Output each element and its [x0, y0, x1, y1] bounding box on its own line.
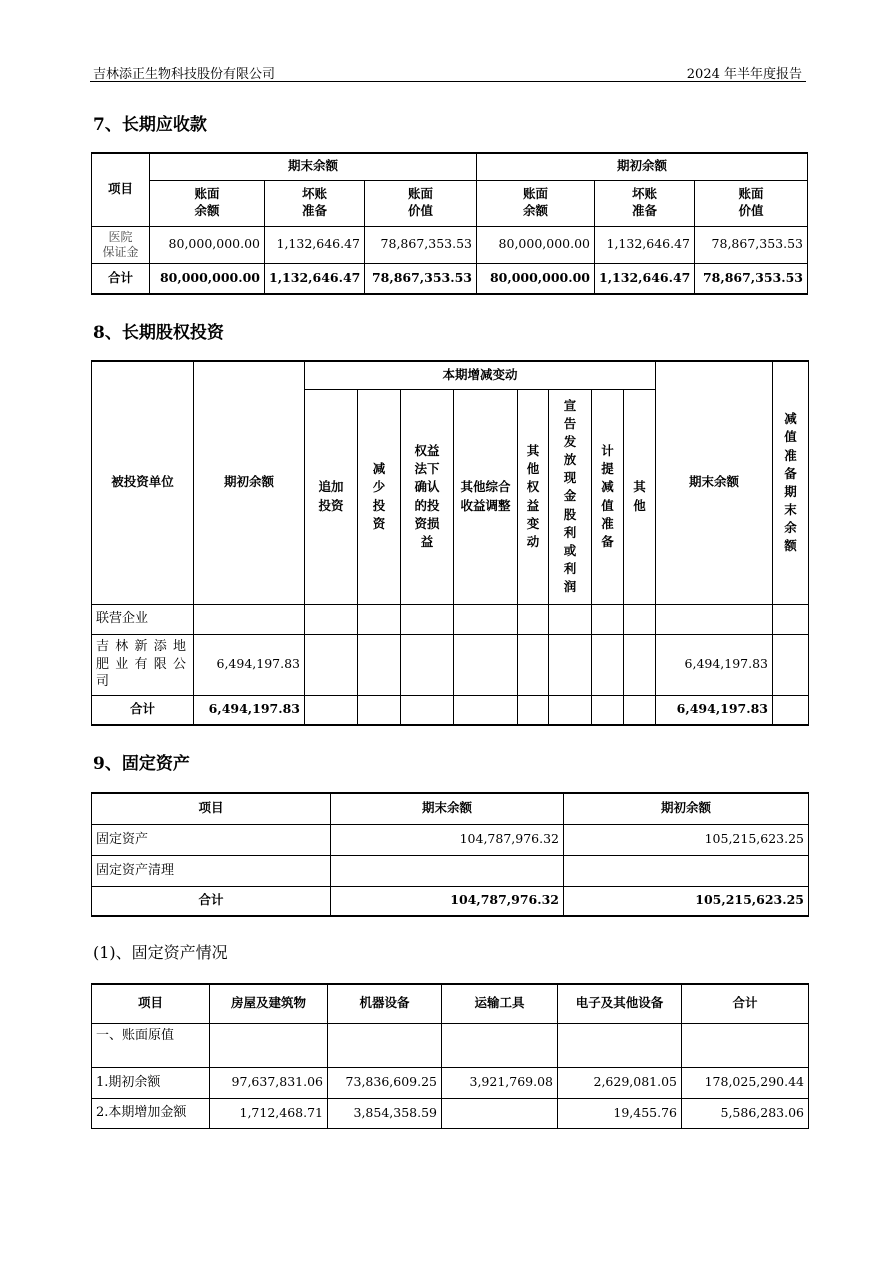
cell-value: 3,854,358.59 — [328, 1098, 442, 1128]
col-header-vehicles: 运输工具 — [442, 984, 558, 1023]
col-header-oci-adjustment: 其他综合收益调整 — [454, 389, 518, 604]
row-label: 保证金 — [102, 244, 139, 259]
col-header-end-balance: 期末余额 — [150, 153, 477, 180]
sub-header: 准备 — [301, 203, 327, 218]
table-row — [92, 634, 809, 695]
cell-value: 73,836,609.25 — [328, 1067, 442, 1098]
col-header-item: 项目 — [92, 984, 210, 1023]
col-header-reduce-investment: 减少投资 — [358, 389, 401, 604]
col-header-additional-investment: 追加投资 — [305, 389, 358, 604]
cell-value: 2,629,081.05 — [558, 1067, 682, 1098]
fixed-assets-detail-table — [91, 983, 809, 1129]
section-8-title: 8、长期股权投资 — [93, 323, 224, 343]
row-label: 吉林新添地肥业有限公司 — [92, 634, 194, 695]
total-value: 105,215,623.25 — [564, 886, 809, 916]
cell-value: 6,494,197.83 — [656, 634, 773, 695]
header-company: 吉林添正生物科技股份有限公司 — [93, 67, 276, 82]
cell-value — [656, 604, 773, 634]
cell-value — [194, 604, 305, 634]
table-row — [92, 1067, 809, 1098]
sub-header: 余额 — [522, 203, 548, 218]
cell-value: 80,000,000.00 — [150, 226, 265, 263]
long-term-receivables-table — [91, 152, 808, 295]
header-report-title: 2024 年半年度报告 — [686, 67, 802, 82]
col-header-item: 项目 — [92, 793, 331, 824]
sub-header: 价值 — [738, 203, 764, 218]
sub-header: 账面 — [522, 186, 548, 202]
cell-value: 78,867,353.53 — [365, 226, 477, 263]
header-divider — [90, 81, 806, 82]
total-label: 合计 — [92, 886, 331, 916]
total-value: 6,494,197.83 — [194, 695, 305, 725]
cell-value: 6,494,197.83 — [194, 634, 305, 695]
cell-value — [564, 855, 809, 886]
col-header-machinery: 机器设备 — [328, 984, 442, 1023]
table-row — [92, 824, 809, 855]
cell-value: 1,132,646.47 — [265, 226, 365, 263]
row-label: 联营企业 — [92, 604, 194, 634]
total-label: 合计 — [92, 695, 194, 725]
table-row — [92, 226, 808, 263]
col-header-electronics: 电子及其他设备 — [558, 984, 682, 1023]
sub-header: 坏账 — [301, 186, 327, 202]
row-label: 一、账面原值 — [92, 1023, 210, 1067]
sub-header: 价值 — [407, 203, 433, 218]
cell-value: 105,215,623.25 — [564, 824, 809, 855]
cell-value — [331, 855, 564, 886]
table-row — [92, 1098, 809, 1128]
col-header-declared-dividends: 宣告发放现金股利或利润 — [549, 389, 592, 604]
cell-value: 5,586,283.06 — [682, 1098, 809, 1128]
sub-header: 账面 — [738, 186, 764, 202]
cell-value: 19,455.76 — [558, 1098, 682, 1128]
table-row — [92, 1023, 809, 1067]
long-term-equity-investment-table — [91, 360, 809, 726]
section-7-title: 7、长期应收款 — [93, 115, 207, 135]
row-label: 固定资产清理 — [92, 855, 331, 886]
col-header-begin-balance: 期初余额 — [194, 361, 305, 604]
cell-value: 3,921,769.08 — [442, 1067, 558, 1098]
col-header-end-balance: 期末余额 — [331, 793, 564, 824]
section-9-title: 9、固定资产 — [93, 754, 190, 774]
total-row — [92, 886, 809, 916]
table-row — [92, 855, 809, 886]
total-value: 80,000,000.00 — [477, 263, 595, 294]
cell-value: 97,637,831.06 — [210, 1067, 328, 1098]
col-header-item: 项目 — [92, 153, 150, 226]
cell-value: 80,000,000.00 — [477, 226, 595, 263]
cell-value: 1,132,646.47 — [595, 226, 695, 263]
col-header-other: 其他 — [624, 389, 656, 604]
cell-value — [442, 1098, 558, 1128]
total-value: 78,867,353.53 — [695, 263, 808, 294]
col-header-period-change: 本期增减变动 — [305, 361, 656, 389]
row-label: 2.本期增加金额 — [92, 1098, 210, 1128]
sub-header: 账面 — [407, 186, 433, 202]
col-header-impairment-provision: 计提减值准备 — [592, 389, 624, 604]
total-value: 1,132,646.47 — [595, 263, 695, 294]
col-header-total: 合计 — [682, 984, 809, 1023]
cell-value: 1,712,468.71 — [210, 1098, 328, 1128]
col-header-other-equity-change: 其他权益变动 — [518, 389, 549, 604]
subsection-title: (1)、固定资产情况 — [93, 943, 228, 962]
cell-value: 104,787,976.32 — [331, 824, 564, 855]
sub-header: 余额 — [194, 203, 220, 218]
total-label: 合计 — [92, 263, 150, 294]
table-row — [92, 604, 809, 634]
total-value: 104,787,976.32 — [331, 886, 564, 916]
total-row — [92, 695, 809, 725]
total-value: 6,494,197.83 — [656, 695, 773, 725]
row-label: 医院 — [108, 229, 133, 244]
total-row — [92, 263, 808, 294]
row-label: 固定资产 — [92, 824, 331, 855]
fixed-assets-summary-table — [91, 792, 809, 917]
row-label: 1.期初余额 — [92, 1067, 210, 1098]
col-header-begin-balance: 期初余额 — [477, 153, 808, 180]
col-header-begin-balance: 期初余额 — [564, 793, 809, 824]
col-header-equity-method-income: 权益法下确认的投资损益 — [401, 389, 454, 604]
total-value: 80,000,000.00 — [150, 263, 265, 294]
col-header-buildings: 房屋及建筑物 — [210, 984, 328, 1023]
cell-value: 178,025,290.44 — [682, 1067, 809, 1098]
total-value: 78,867,353.53 — [365, 263, 477, 294]
sub-header: 准备 — [631, 203, 657, 218]
sub-header: 坏账 — [631, 186, 657, 202]
col-header-end-balance: 期末余额 — [656, 361, 773, 604]
sub-header: 账面 — [194, 186, 220, 202]
col-header-impairment: 减值准备期末余额 — [773, 361, 809, 604]
col-header-investee: 被投资单位 — [92, 361, 194, 604]
total-value: 1,132,646.47 — [265, 263, 365, 294]
cell-value: 78,867,353.53 — [695, 226, 808, 263]
